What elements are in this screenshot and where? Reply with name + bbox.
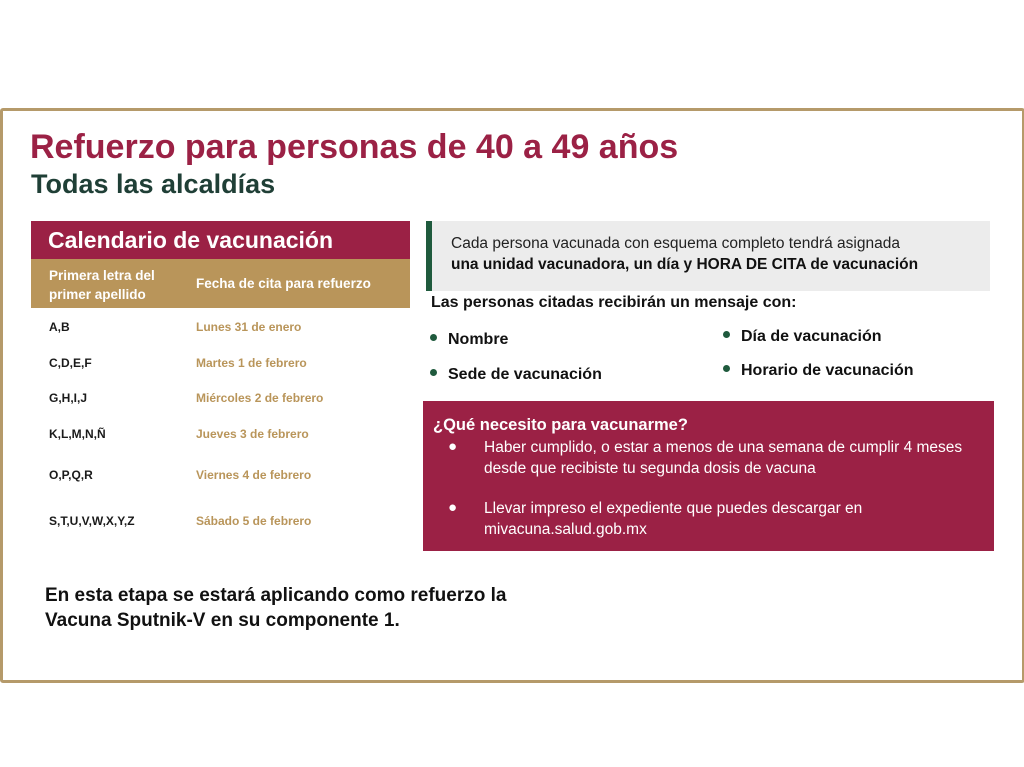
info-box [426,221,990,291]
row-date: Martes 1 de febrero [196,356,307,370]
bullet-icon: ● [448,499,458,516]
message-item: Sede de vacunación [430,366,602,384]
calendar-header: Calendario de vacunación [31,221,410,259]
requirements-title: ¿Qué necesito para vacunarme? [433,416,688,434]
info-line-1: Cada persona vacunada con esquema completo tendrá asignada [451,235,900,252]
page-subtitle: Todas las alcaldías [31,169,276,199]
row-date: Viernes 4 de febrero [196,468,312,482]
row-date: Sábado 5 de febrero [196,514,312,528]
row-letters: S,T,U,V,W,X,Y,Z [49,514,135,528]
message-item: Nombre [430,331,508,349]
requirements-box [423,401,994,551]
row-letters: K,L,M,N,Ñ [49,427,106,441]
row-date: Lunes 31 de enero [196,320,302,334]
row-letters: C,D,E,F [49,356,92,370]
column-header-letters: Primera letra del primer apellido [49,268,155,302]
footer-note: En esta etapa se estará aplicando como refuerzo la Vacuna Sputnik-V en su componente 1. [45,585,507,631]
bullet-icon [430,334,437,341]
requirement-item: Haber cumplido, o estar a menos de una semana de cumplir 4 meses desde que recibiste tu segunda dosis de vacuna [484,439,963,477]
row-letters: A,B [49,320,70,334]
message-item: Horario de vacunación [723,362,914,380]
row-letters: O,P,Q,R [49,468,93,482]
message-intro: Las personas citadas recibirán un mensaje con: [431,294,797,311]
page-title: Refuerzo para personas de 40 a 49 años [30,128,679,166]
bullet-icon: ● [448,438,458,455]
info-line-2: una unidad vacunadora, un día y HORA DE CITA de vacunación [451,256,919,273]
row-date: Jueves 3 de febrero [196,427,309,441]
bullet-icon [723,331,730,338]
bullet-icon [723,365,730,372]
column-header-date: Fecha de cita para refuerzo [196,276,371,291]
bullet-icon [430,369,437,376]
row-date: Miércoles 2 de febrero [196,391,324,405]
message-item: Día de vacunación [723,328,882,346]
calendar-column-headers [31,259,410,308]
requirement-item: Llevar impreso el expediente que puedes descargar en mivacuna.salud.gob.mx [484,500,863,538]
row-letters: G,H,I,J [49,391,88,405]
